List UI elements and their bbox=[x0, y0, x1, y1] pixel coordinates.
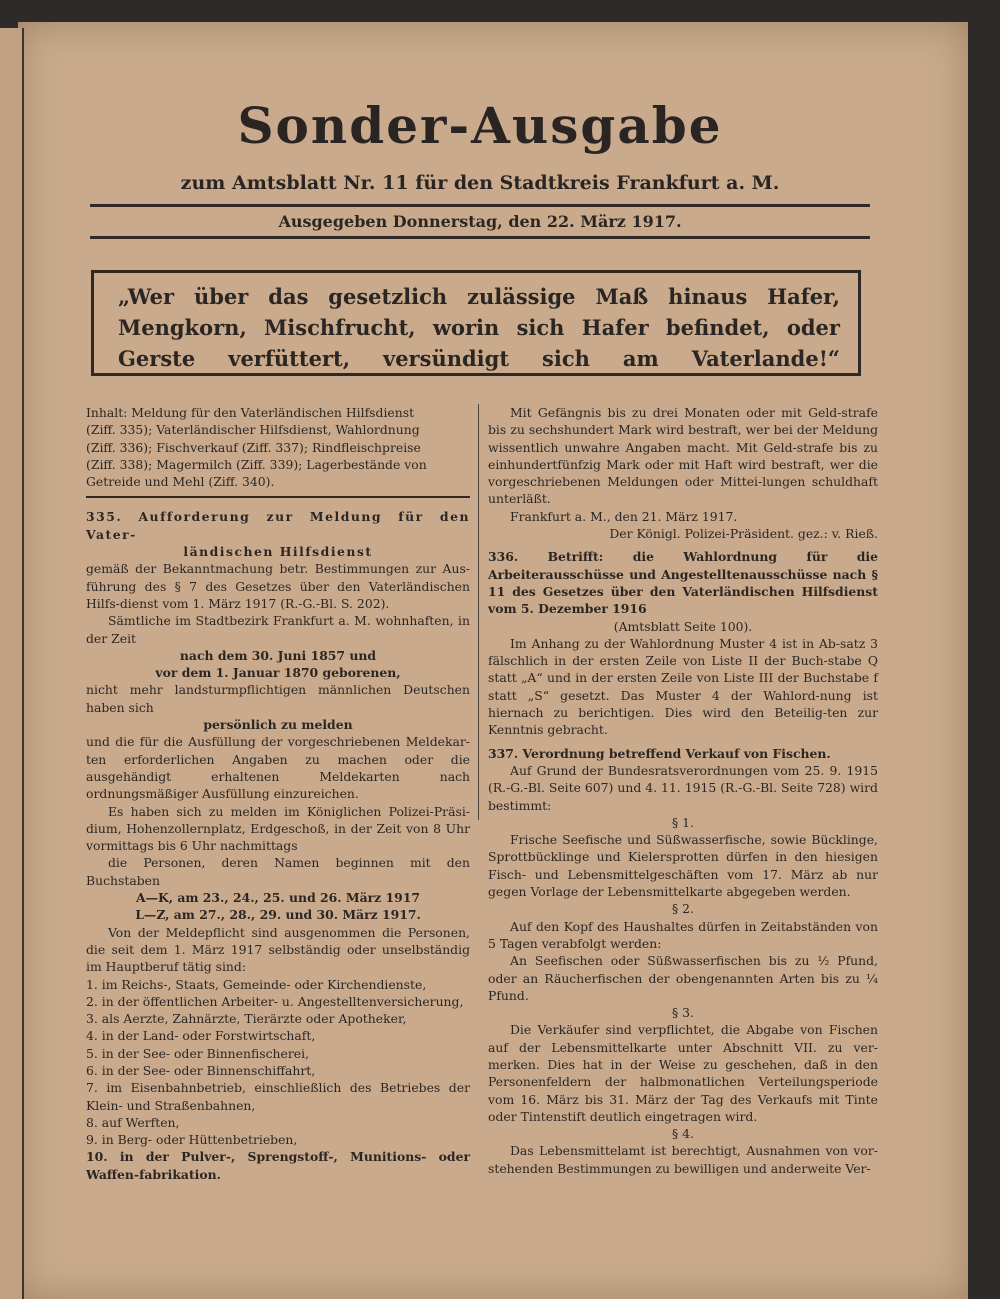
signature-line: Der Königl. Polizei-Präsident. gez.: v. Rieß. bbox=[609, 526, 878, 542]
section-335-paragraph: gemäß der Bekanntmachung betr. Bestimmungen zur Aus-führung des § 7 des Gesetzes über den Vaterländischen Hilfs-dienst vom 1. März 1917 (R.-G.-Bl. S. 202). bbox=[86, 561, 470, 611]
issue-date: Ausgegeben Donnerstag, den 22. März 1917. bbox=[278, 212, 682, 231]
list-item: 8. auf Werften, bbox=[86, 1114, 180, 1130]
list-item: 1. im Reichs-, Staats, Gemeinde- oder Kirchendienste, bbox=[86, 976, 427, 992]
section-336-reference: (Amtsblatt Seite 100). bbox=[613, 618, 753, 634]
exemption-list bbox=[86, 976, 470, 1184]
section-335-paragraph: Von der Meldepflicht sind ausgenommen die Personen, die seit dem 1. März 1917 selbständig oder unselbständig im Hauptberuf tätig sind: bbox=[86, 924, 470, 975]
column-divider bbox=[478, 404, 479, 820]
paragraph-4-heading: § 4. bbox=[672, 1126, 694, 1142]
toc-line: Getreide und Mehl (Ziff. 340). bbox=[86, 474, 275, 490]
paragraph-2-text: Auf den Kopf des Haushaltes dürfen in Zeitabständen von 5 Tagen verabfolgt werden: bbox=[488, 918, 878, 951]
list-item: 9. in Berg- oder Hüttenbetrieben, bbox=[86, 1132, 298, 1148]
letters-l-z-dates: L—Z, am 27., 28., 29. und 30. März 1917. bbox=[135, 907, 421, 923]
left-column bbox=[86, 404, 470, 1183]
toc-line: Inhalt: Meldung für den Vaterländischen Hilfsdienst bbox=[86, 405, 415, 420]
previous-page-edge bbox=[0, 28, 24, 1299]
toc-line: (Ziff. 338); Magermilch (Ziff. 339); Lagerbestände von bbox=[86, 456, 427, 472]
list-item: 7. im Eisenbahnbetrieb, einschließlich des Betriebes der Klein- und Straßenbahnen, bbox=[86, 1080, 470, 1113]
section-335-paragraph: die Personen, deren Namen beginnen mit den Buchstaben bbox=[86, 855, 470, 888]
paragraph-3-heading: § 3. bbox=[672, 1005, 694, 1021]
page-subtitle: zum Amtsblatt Nr. 11 für den Stadtkreis Frankfurt a. M. bbox=[180, 172, 780, 194]
paragraph-3-text: Die Verkäufer sind verpflichtet, die Abgabe von Fischen auf der Lebensmittelkarte unter Abschnitt VII. zu ver-merken. Dies hat in der Weise zu geschehen, daß in den Personenfeldern der halbmonatlichen Verteilungsperiode vom 16. März bis 31. März der Tag des Verkaufs mit Tinte oder Tintenstift deutlich eingetragen wird. bbox=[488, 1022, 878, 1124]
list-item: 5. in der See- oder Binnenfischerei, bbox=[86, 1045, 310, 1061]
table-of-contents bbox=[86, 404, 470, 490]
header-rule-top bbox=[90, 204, 870, 207]
section-336-paragraph: Im Anhang zu der Wahlordnung Muster 4 ist in Ab-satz 3 fälschlich in der ersten Zeile von Liste II der Buch-stabe Q statt „A“ und in der ersten Zeile von Liste III der Buchstabe f statt „S“ gesetzt. Das Muster 4 der Wahlord-nung ist hiernach zu berichtigen. Dies wird den Beteilig-ten zur Kenntnis gebracht. bbox=[488, 635, 878, 738]
list-item: 3. als Aerzte, Zahnärzte, Tierärzte oder Apotheker, bbox=[86, 1011, 407, 1027]
toc-line: (Ziff. 336); Fischverkauf (Ziff. 337); Rindfleischpreise bbox=[86, 439, 421, 455]
header-rule-bottom bbox=[90, 236, 870, 239]
paragraph-1-heading: § 1. bbox=[672, 814, 694, 830]
list-item: 10. in der Pulver-, Sprengstoff-, Munitions- oder Waffen-fabrikation. bbox=[86, 1149, 470, 1182]
section-335-paragraph: und die für die Ausfüllung der vorgeschriebenen Meldekar-ten erforderlichen Angaben zu machen oder die ausgehändigt erhaltenen Meldekarten nach ordnungsmäßiger Ausfüllung einzureichen. bbox=[86, 734, 470, 802]
personally-register-notice: persönlich zu melden bbox=[203, 717, 353, 733]
paragraph-1-text: Frische Seefische und Süßwasserfische, sowie Bücklinge, Sprottbücklinge und Kielersprotten dürfen in den hiesigen Fisch- und Lebensmittelgeschäften vom 17. März ab nur gegen Vorlage der Lebensmittelkarte abgegeben werden. bbox=[488, 832, 878, 900]
list-item: 6. in der See- oder Binnenschiffahrt, bbox=[86, 1062, 316, 1078]
section-337-paragraph: Auf Grund der Bundesratsverordnungen vom 25. 9. 1915 (R.-G.-Bl. Seite 607) und 4. 11. 1915 (R.-G.-Bl. Seite 728) wird bestimmt: bbox=[488, 762, 878, 813]
right-column bbox=[488, 404, 878, 1177]
section-337-heading: 337. Verordnung betreffend Verkauf von Fischen. bbox=[488, 745, 831, 761]
list-item: 2. in der öffentlichen Arbeiter- u. Angestelltenversicherung, bbox=[86, 993, 464, 1009]
section-336-heading: 336. Betrifft: die Wahlordnung für die Arbeiterausschüsse und Angestelltenausschüsse nach § 11 des Gesetzes über den Vaterländischen Hilfsdienst vom 5. Dezember 1916 bbox=[488, 549, 878, 617]
section-335-heading-cont: ländischen Hilfsdienst bbox=[183, 544, 373, 560]
list-item: 4. in der Land- oder Forstwirtschaft, bbox=[86, 1028, 316, 1044]
page-title: Sonder-Ausgabe bbox=[237, 96, 723, 155]
section-335-paragraph: nicht mehr landsturmpflichtigen männlichen Deutschen haben sich bbox=[86, 682, 470, 715]
birth-date-range-end: vor dem 1. Januar 1870 geborenen, bbox=[155, 665, 401, 681]
toc-line: (Ziff. 335); Vaterländischer Hilfsdienst, Wahlordnung bbox=[86, 422, 420, 438]
paragraph-2-text: An Seefischen oder Süßwasserfischen bis zu ½ Pfund, oder an Räucherfischen der obengenannten Arten bis zu ¼ Pfund. bbox=[488, 953, 878, 1003]
birth-date-range-start: nach dem 30. Juni 1857 und bbox=[179, 647, 377, 663]
section-335-heading: 335. Aufforderung zur Meldung für den Vater- bbox=[86, 509, 470, 542]
paragraph-2-heading: § 2. bbox=[672, 901, 694, 917]
appeal-box: „Wer über das gesetzlich zulässige Maß hinaus Hafer, Mengkorn, Mischfrucht, worin sich Hafer befindet, oder Gerste verfüttert, versündigt sich am Vaterlande!“ bbox=[91, 270, 861, 376]
toc-rule bbox=[86, 496, 470, 498]
section-335-paragraph: Sämtliche im Stadtbezirk Frankfurt a. M. wohnhaften, in der Zeit bbox=[86, 613, 470, 646]
section-335-paragraph: Es haben sich zu melden im Königlichen Polizei-Präsi-dium, Hohenzollernplatz, Erdgeschoß, in der Zeit von 8 Uhr vormittags bis 6 Uhr nachmittags bbox=[86, 803, 470, 854]
place-date-line: Frankfurt a. M., den 21. März 1917. bbox=[510, 508, 738, 524]
penalty-paragraph: Mit Gefängnis bis zu drei Monaten oder mit Geld-strafe bis zu sechshundert Mark wird bestraft, wer bei der Meldung wissentlich unwahre Angaben macht. Mit Geld-strafe bis zu einhundertfünfzig Mark oder mit Haft wird bestraft, wer die vorgeschriebenen Meldungen oder Mittei-lungen schuldhaft unterläßt. bbox=[488, 405, 878, 507]
letters-a-k-dates: A—K, am 23., 24., 25. und 26. März 1917 bbox=[135, 890, 421, 906]
paragraph-4-text: Das Lebensmittelamt ist berechtigt, Ausnahmen von vor-stehenden Bestimmungen zu bewilligen und anderweite Ver- bbox=[488, 1143, 878, 1176]
